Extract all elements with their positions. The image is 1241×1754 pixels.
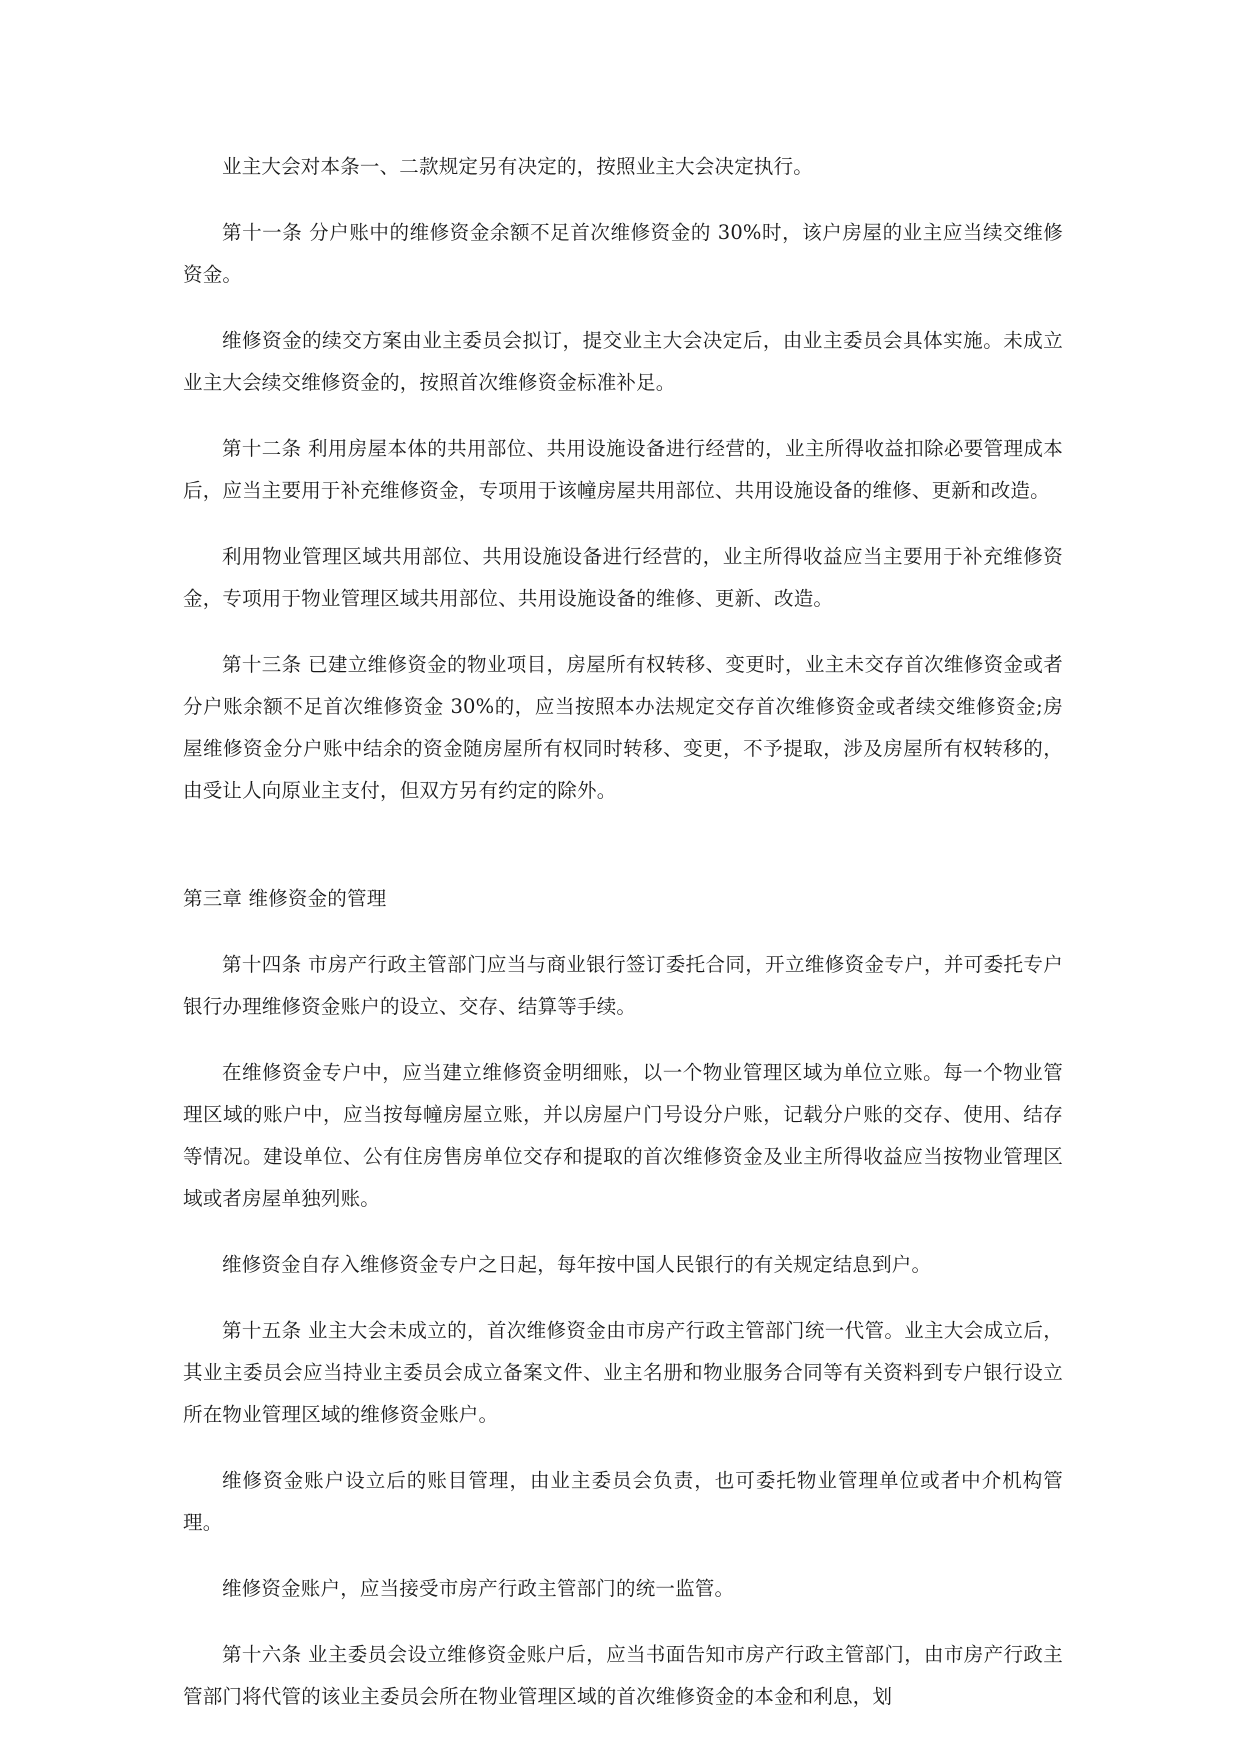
paragraph-article-10-clause: 业主大会对本条一、二款规定另有决定的，按照业主大会决定执行。 <box>222 155 814 178</box>
paragraph-article-14-clause-2: 在维修资金专户中，应当建立维修资金明细账，以一个物业管理区域为单位立账。每一个物业管理区域的账户中，应当按每幢房屋立账，并以房屋户门号设分户账，记载分户账的交存、使用、结存等情况。建设单位、公有住房售房单位交存和提取的首次维修资金及业主所得收益应当按物业管理区域或者房屋单独列账。 <box>183 1061 1063 1210</box>
paragraph-article-15: 第十五条 业主大会未成立的，首次维修资金由市房产行政主管部门统一代管。业主大会成立后，其业主委员会应当持业主委员会成立备案文件、业主名册和物业服务合同等有关资料到专户银行设立所在物业管理区域的维修资金账户。 <box>183 1319 1063 1426</box>
paragraph-article-14: 第十四条 市房产行政主管部门应当与商业银行签订委托合同，开立维修资金专户，并可委托专户银行办理维修资金账户的设立、交存、结算等手续。 <box>183 953 1063 1018</box>
paragraph-article-12-clause-2: 利用物业管理区域共用部位、共用设施设备进行经营的，业主所得收益应当主要用于补充维修资金，专项用于物业管理区域共用部位、共用设施设备的维修、更新、改造。 <box>183 545 1063 610</box>
document-page <box>183 146 1063 1718</box>
paragraph-article-15-clause-3: 维修资金账户，应当接受市房产行政主管部门的统一监管。 <box>222 1577 735 1600</box>
paragraph-article-16: 第十六条 业主委员会设立维修资金账户后，应当书面告知市房产行政主管部门，由市房产行政主管部门将代管的该业主委员会所在物业管理区域的首次维修资金的本金和利息，划 <box>183 1643 1063 1708</box>
paragraph-article-13: 第十三条 已建立维修资金的物业项目，房屋所有权转移、变更时，业主未交存首次维修资金或者分户账余额不足首次维修资金 30%的，应当按照本办法规定交存首次维修资金或者续交维修资金;房屋维修资金分户账中结余的资金随房屋所有权同时转移、变更，不予提取，涉及房屋所有权转移的，由受让人向原业主支付，但双方另有约定的除外。 <box>183 653 1063 802</box>
paragraph-article-14-clause-3: 维修资金自存入维修资金专户之日起，每年按中国人民银行的有关规定结息到户。 <box>222 1253 932 1276</box>
paragraph-article-11-clause-2: 维修资金的续交方案由业主委员会拟订，提交业主大会决定后，由业主委员会具体实施。未成立业主大会续交维修资金的，按照首次维修资金标准补足。 <box>183 329 1063 394</box>
paragraph-article-12: 第十二条 利用房屋本体的共用部位、共用设施设备进行经营的，业主所得收益扣除必要管理成本后，应当主要用于补充维修资金，专项用于该幢房屋共用部位、共用设施设备的维修、更新和改造。 <box>183 437 1063 502</box>
chapter-heading: 第三章 维修资金的管理 <box>183 887 387 910</box>
paragraph-article-11: 第十一条 分户账中的维修资金余额不足首次维修资金的 30%时，该户房屋的业主应当续交维修资金。 <box>183 221 1063 286</box>
paragraph-article-15-clause-2: 维修资金账户设立后的账目管理，由业主委员会负责，也可委托物业管理单位或者中介机构管理。 <box>183 1469 1063 1534</box>
